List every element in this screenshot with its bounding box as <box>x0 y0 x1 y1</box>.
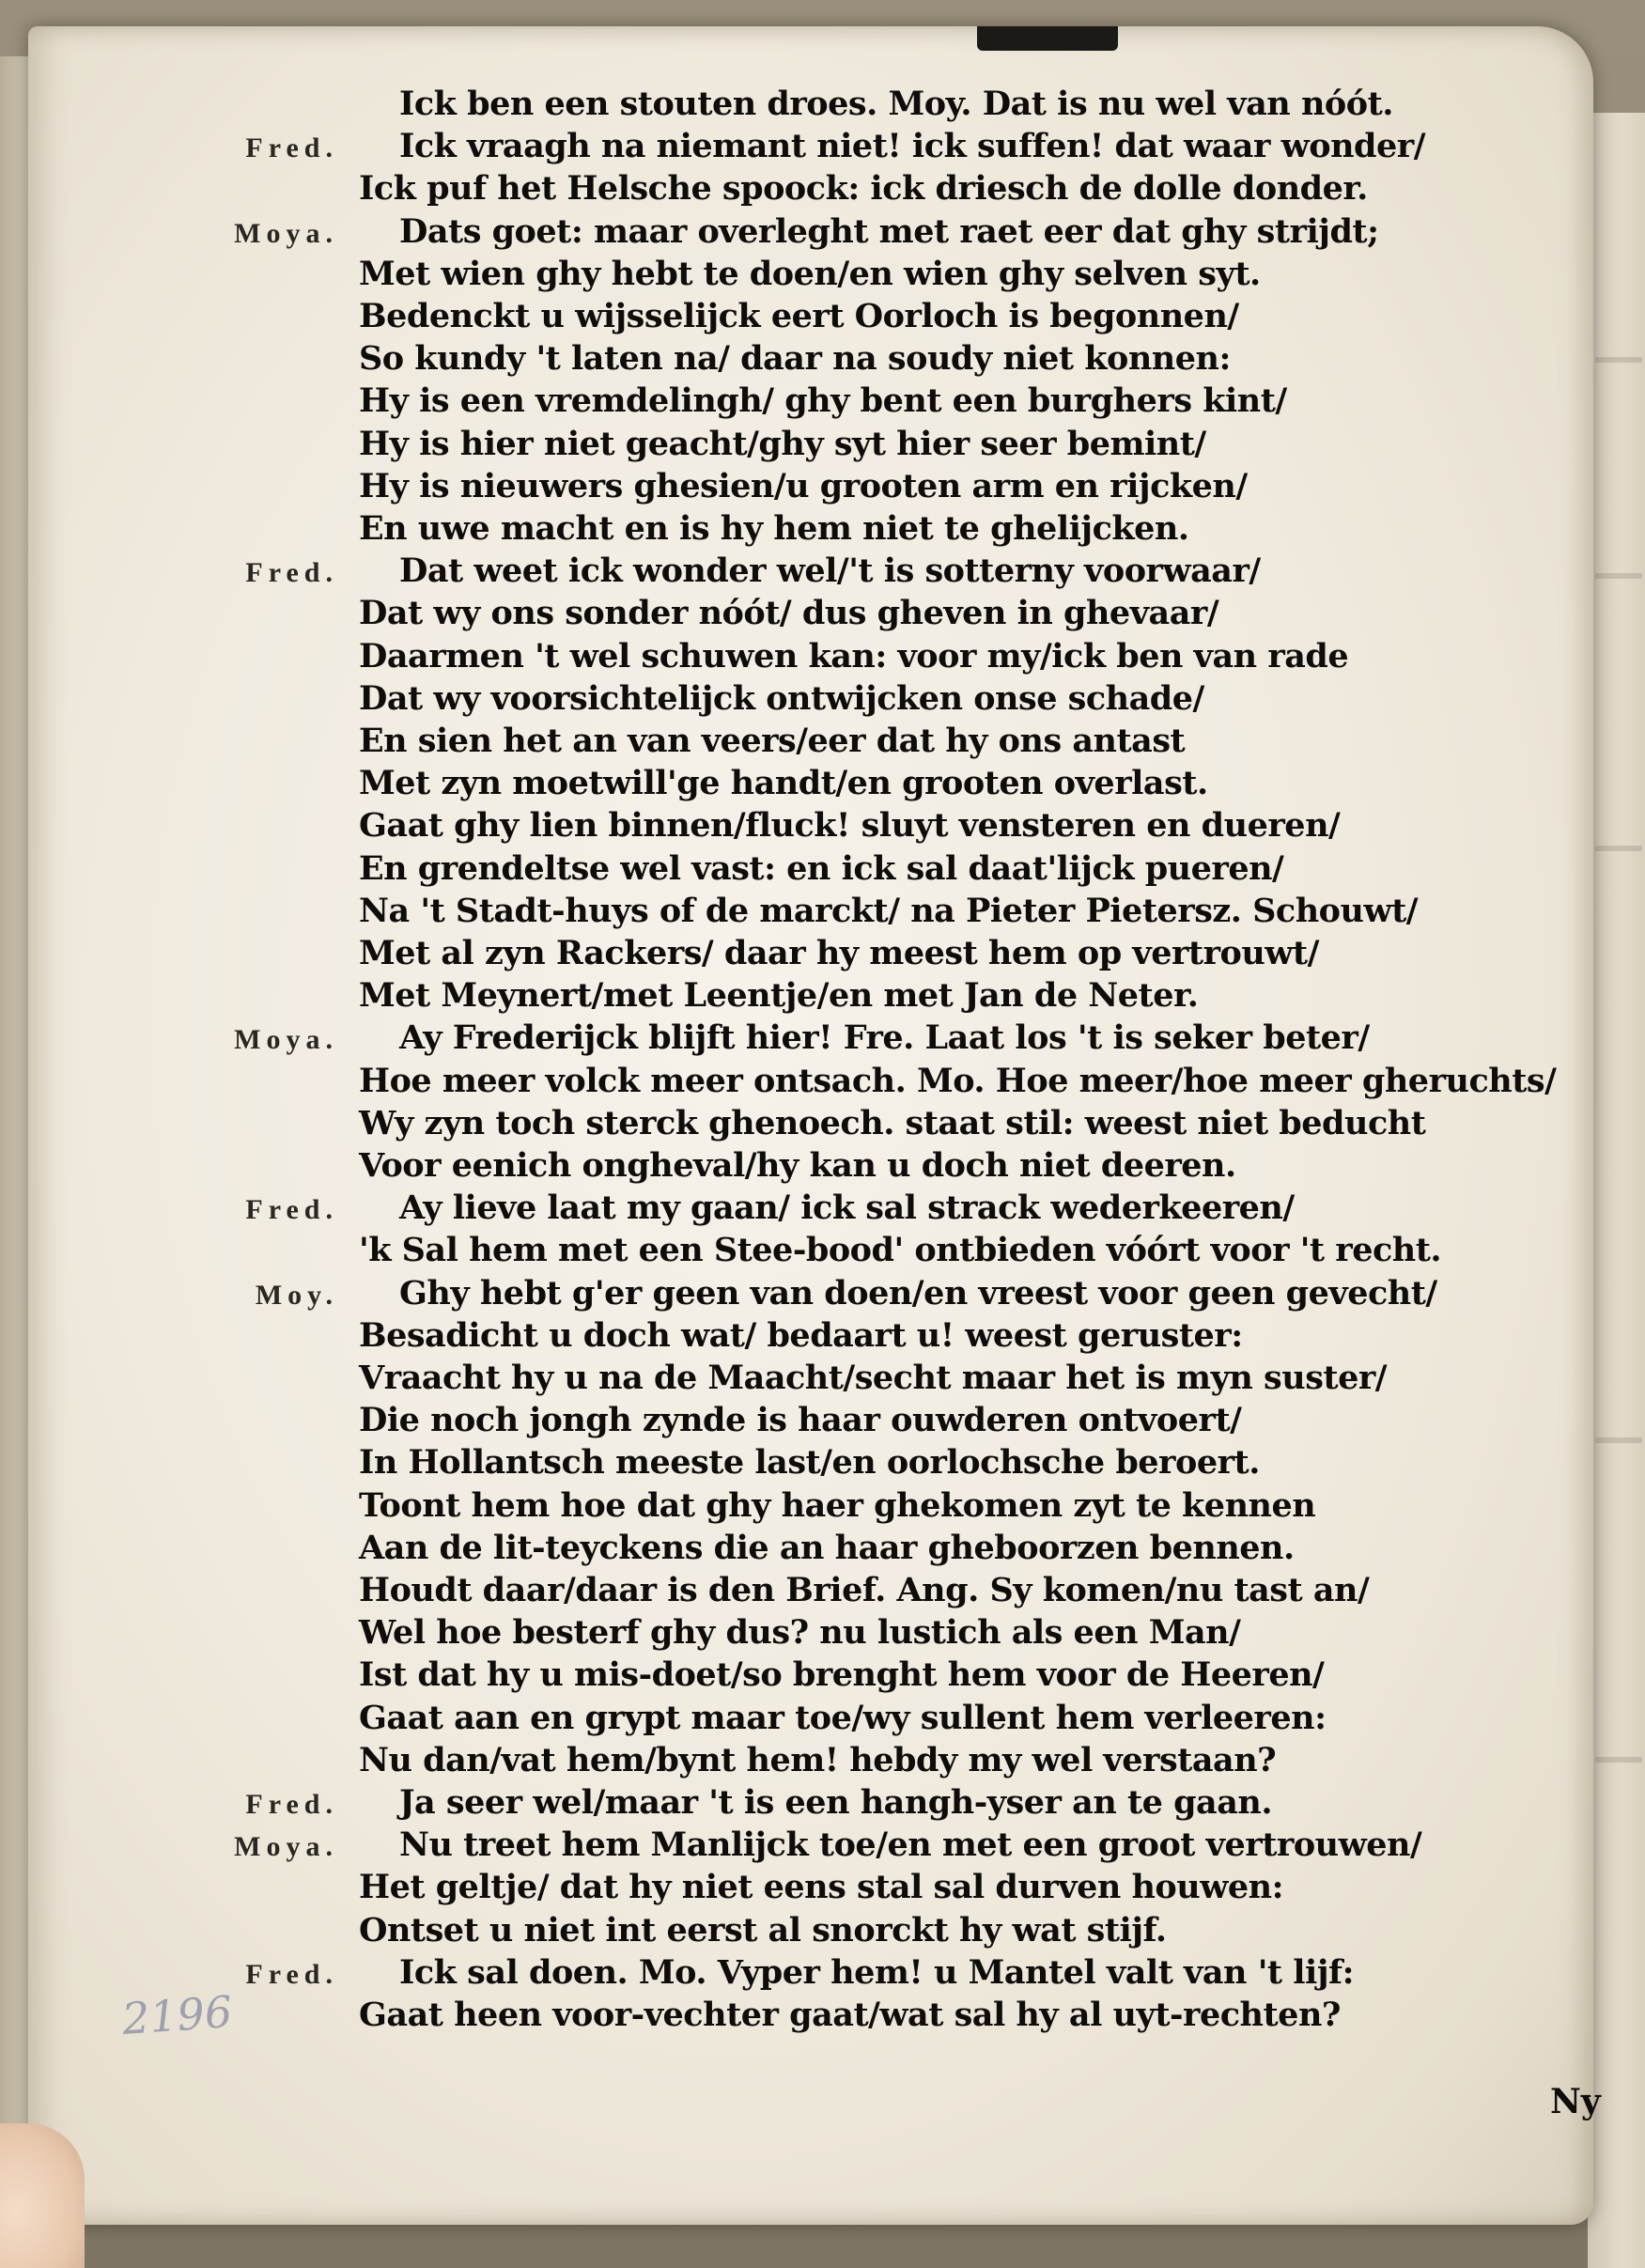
verse-line: Dat wy ons sonder nóót/ dus gheven in ghevaar/ <box>359 594 1219 633</box>
verse-line: Gaat heen voor-vechter gaat/wat sal hy al uyt-rechten? <box>359 1996 1341 2034</box>
verse-line: Toont hem hoe dat ghy haer ghekomen zyt te kennen <box>359 1485 1316 1525</box>
verse-line: Hy is nieuwers ghesien/u grooten arm en rijcken/ <box>359 466 1248 505</box>
verse-line: Ay lieve laat my gaan/ ick sal strack wederkeeren/ <box>399 1188 1295 1228</box>
verse-line: Hy is hier niet geacht/ghy syt hier seer bemint/ <box>359 424 1206 463</box>
facing-page-text <box>1595 1437 1642 1443</box>
verse-line: Die noch jongh zynde is haar ouwderen ontvoert/ <box>359 1401 1242 1440</box>
speaker-label: Fred. <box>245 1194 338 1226</box>
verse-line: Ghy hebt g'er geen van doen/en vreest voor geen gevecht/ <box>399 1273 1437 1313</box>
verse-line: Na 't Stadt-huys of de marckt/ na Pieter Pietersz. Schouwt/ <box>359 891 1419 930</box>
facing-page-text <box>1595 573 1642 579</box>
catchword: Ny <box>1550 2082 1601 2121</box>
verse-line: Ick puf het Helsche spoock: ick driesch de dolle donder. <box>359 169 1368 209</box>
speaker-label: Fred. <box>245 132 338 164</box>
verse-line: In Hollantsch meeste last/en oorlochsche beroert. <box>359 1443 1260 1483</box>
verse-line: Bedenckt u wijsselijck eert Oorloch is begonnen/ <box>359 297 1239 335</box>
verse-line: Ick ben een stouten droes. Moy. Dat is nu wel van nóót. <box>399 85 1393 123</box>
verse-line: Wel hoe besterf ghy dus? nu lustich als een Man/ <box>359 1613 1241 1653</box>
verse-line: Dats goet: maar overleght met raet eer dat ghy strijdt; <box>399 211 1379 251</box>
speaker-label: Moya. <box>234 1024 338 1056</box>
thumb <box>0 2123 85 2268</box>
speaker-label: Fred. <box>245 1958 338 1990</box>
verse-line: Besadicht u doch wat/ bedaart u! weest geruster: <box>359 1315 1243 1355</box>
verse-line: Voor eenich ongheval/hy kan u doch niet deeren. <box>359 1146 1236 1185</box>
verse-line: Ja seer wel/maar 't is een hangh-yser an te gaan. <box>399 1783 1273 1822</box>
verse-line: Ontset u niet int eerst al snorckt hy wat stijf. <box>359 1910 1167 1950</box>
page-clip <box>977 26 1118 51</box>
verse-line: Met zyn moetwill'ge handt/en grooten overlast. <box>359 764 1208 803</box>
verse-line: Hy is een vremdelingh/ ghy bent een burghers kint/ <box>359 381 1287 421</box>
verse-line: So kundy 't laten na/ daar na soudy niet konnen: <box>359 339 1231 379</box>
verse-line: Houdt daar/daar is den Brief. Ang. Sy komen/nu tast an/ <box>359 1571 1370 1609</box>
verse-line: Nu treet hem Manlijck toe/en met een groot vertrouwen/ <box>399 1825 1422 1865</box>
verse-line: Ist dat hy u mis-doet/so brenght hem voor de Heeren/ <box>359 1655 1325 1695</box>
verse-line: Ick sal doen. Mo. Vyper hem! u Mantel valt van 't lijf: <box>399 1952 1354 1992</box>
verse-line: Met wien ghy hebt te doen/en wien ghy selven syt. <box>359 254 1261 293</box>
speaker-label: Moy. <box>255 1279 338 1311</box>
verse-line: Dat wy voorsichtelijck ontwijcken onse schade/ <box>359 678 1204 718</box>
book-page <box>28 26 1601 2225</box>
speaker-label: Fred. <box>245 557 338 589</box>
verse-line: Gaat aan en grypt maar toe/wy sullent hem verleeren: <box>359 1698 1327 1737</box>
verse-line: En uwe macht en is hy hem niet te ghelijcken. <box>359 509 1189 548</box>
verse-line: Ay Frederijck blijft hier! Fre. Laat los 't is seker beter/ <box>399 1018 1370 1058</box>
verse-line: Hoe meer volck meer ontsach. Mo. Hoe meer/hoe meer gheruchts/ <box>359 1061 1557 1100</box>
facing-page-text <box>1595 1757 1642 1763</box>
verse-line: Met al zyn Rackers/ daar hy meest hem op vertrouwt/ <box>359 934 1319 972</box>
facing-page-text <box>1595 357 1642 363</box>
verse-line: Nu dan/vat hem/bynt hem! hebdy my wel verstaan? <box>359 1740 1277 1779</box>
verse-line: En sien het an van veers/eer dat hy ons antast <box>359 722 1186 760</box>
verse-line: Wy zyn toch sterck ghenoech. staat stil: weest niet beducht <box>359 1103 1426 1142</box>
verse-line: Met Meynert/met Leentje/en met Jan de Neter. <box>359 976 1199 1016</box>
pencil-annotation: 2196 <box>120 1985 234 2045</box>
facing-page-text <box>1595 846 1642 851</box>
verse-line: Dat weet ick wonder wel/'t is sotterny voorwaar/ <box>399 551 1261 591</box>
speaker-label: Moya. <box>234 1831 338 1863</box>
verse-line: Daarmen 't wel schuwen kan: voor my/ick ben van rade <box>359 636 1349 676</box>
verse-line: En grendeltse wel vast: en ick sal daat'lijck pueren/ <box>359 848 1284 888</box>
verse-line: Het geltje/ dat hy niet eens stal sal durven houwen: <box>359 1868 1283 1907</box>
verse-line: Gaat ghy lien binnen/fluck! sluyt vensteren en dueren/ <box>359 806 1341 846</box>
verse-line: Ick vraagh na niemant niet! ick suffen! dat waar wonder/ <box>399 127 1425 166</box>
verse-line: Aan de lit-teyckens die an haar gheboorzen bennen. <box>359 1528 1295 1567</box>
speaker-label: Moya. <box>234 217 338 249</box>
speaker-label: Fred. <box>245 1789 338 1820</box>
facing-page-edge <box>1588 113 1645 2268</box>
verse-line: Vraacht hy u na de Maacht/secht maar het is myn suster/ <box>359 1359 1388 1397</box>
verse-line: 'k Sal hem met een Stee-bood' ontbieden vóórt voor 't recht. <box>359 1231 1442 1270</box>
